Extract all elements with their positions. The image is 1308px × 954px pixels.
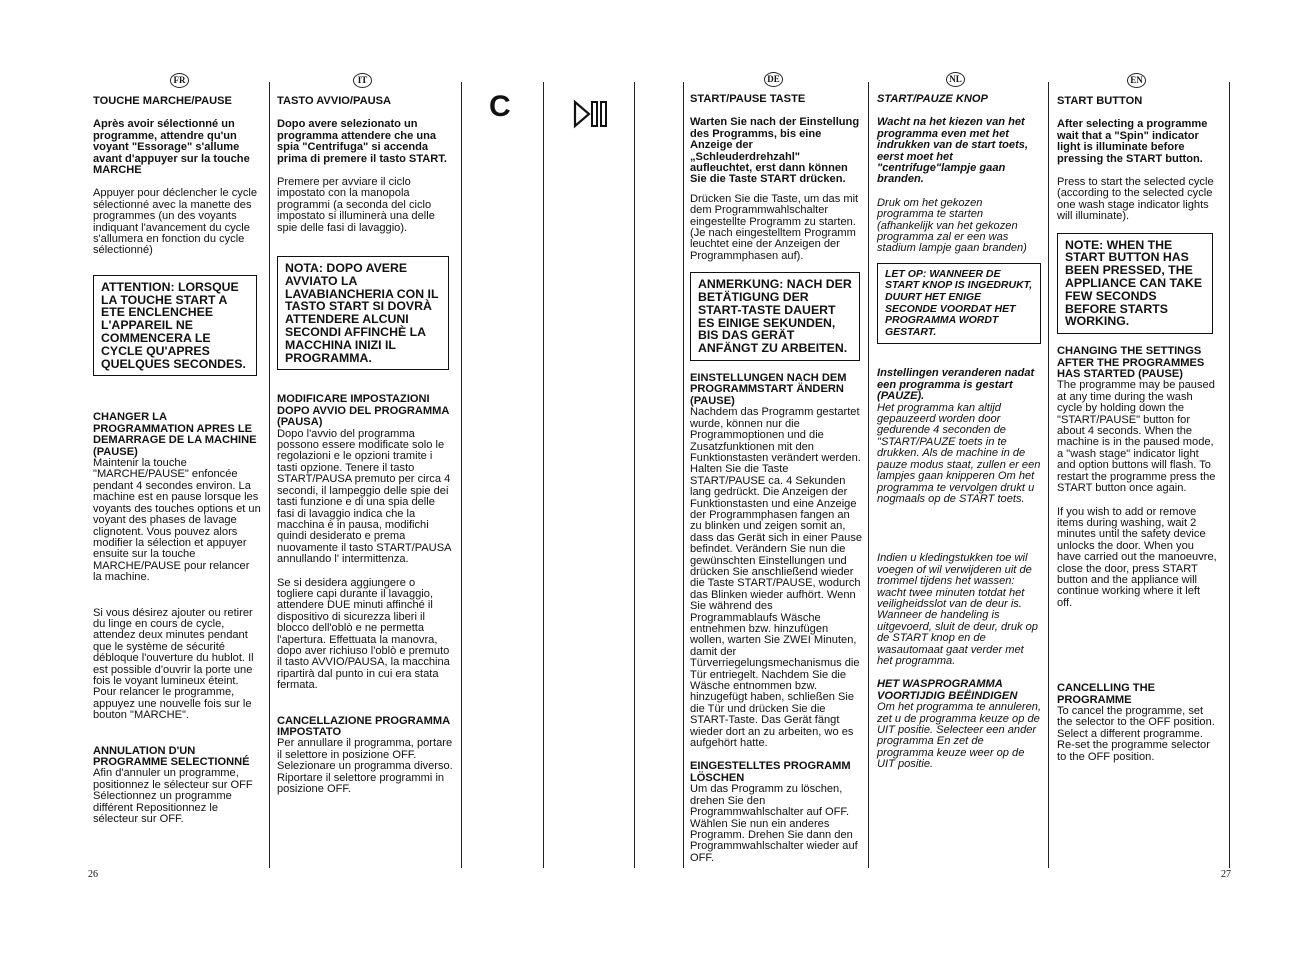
de-body: Drücken Sie die Taste, um das mit dem Programmwahlschalter eingestellte Programm zu starten. (Je nach eingestelltem Programm leuchtet eine der Anzeigen der Programmphasen auf). bbox=[690, 192, 859, 262]
it-intro: Dopo avere selezionato un programma attendere che una spia "Centrifuga" si accenda prima di premere il tasto START. bbox=[277, 118, 447, 165]
it-cancel-title: CANCELLAZIONE PROGRAMMA IMPOSTATO bbox=[277, 714, 450, 738]
it-title: TASTO AVVIO/PAUSA bbox=[277, 95, 392, 107]
en-add-body: If you wish to add or remove items during washing, wait 2 minutes until the safety device unlocks the door. When you have carried out the manoeuvre, close the door, press START button and the appliance will continue working where it left off. bbox=[1057, 505, 1217, 609]
separator-en-right bbox=[1229, 82, 1230, 868]
separator-it-c bbox=[461, 82, 462, 868]
en-change-title: CHANGING THE SETTINGS AFTER THE PROGRAMMES HAS STARTED (PAUSE) bbox=[1057, 345, 1205, 381]
nl-cancel-title: HET WASPROGRAMMA VOORTIJDIG BEËINDIGEN bbox=[877, 678, 1018, 702]
de-change-body: Nachdem das Programm gestartet wurde, können nur die Programmoptionen und die Zusatzfunktionen mit den Funktionstasten verändert werden. Halten Sie die Taste START/PAUSE ca. 4 Sekunden lang gedrückt. Die Anzeigen der Funktionstasten und eine Anzeige der Programmphasen fangen an zu blinken und zeigen somit an, dass das Gerät sich in einer Pause befindet. Verändern Sie nun die gewünschten Einstellungen und drücken Sie anschließend wieder die Taste START/PAUSE, wodurch das Blinken wieder aufhört. Wenn Sie während des Programmablaufs Wäsche entnehmen bzw. hinzufügen wollen, warten Sie ZWEI Minuten, damit der Türverriegelungsmechanismus die Tür entriegelt. Nachdem Sie die Wäsche entnommen bzw. hinzugefügt haben, schließen Sie die Tür und drücken Sie die START-Taste. Das Gerät fängt wieder dort an zu arbeiten, wo es aufgehört hatte. bbox=[690, 406, 863, 750]
en-body: Press to start the selected cycle (according to the selected cycle one wash stage indicator lights will illuminate). bbox=[1057, 176, 1214, 223]
it-body: Premere per avviare il ciclo impostato con la manopola programmi (a seconda del ciclo impostato si illuminerà una delle spie delle fasi di lavaggio). bbox=[277, 176, 435, 234]
flag-it-icon: IT bbox=[353, 73, 372, 88]
fr-title: TOUCHE MARCHE/PAUSE bbox=[93, 95, 232, 107]
fr-cancel-body: Afin d'annuler un programme, positionnez le sélecteur sur OFF Sélectionnez un programme différent Repositionnez le sélecteur sur OFF. bbox=[93, 767, 253, 826]
nl-intro: Wacht na het kiezen van het programma even met het indrukken van de start toets, eerst moet het "centrifuge"lampje gaan branden. bbox=[877, 116, 1029, 186]
en-cancel-title: CANCELLING THE PROGRAMME bbox=[1057, 682, 1155, 706]
en-box-text: NOTE: WHEN THE START BUTTON HAS BEEN PRESSED, THE APPLIANCE CAN TAKE FEW SECONDS BEFORE STARTS WORKING. bbox=[1065, 237, 1203, 329]
de-box-text: ANMERKUNG: NACH DER BETÄTIGUNG DER START-TASTE DAUERT ES EINIGE SEKUNDEN, BIS DAS GERÄT ANFÄNGT ZU ARBEITEN. bbox=[698, 277, 852, 356]
column-en bbox=[1057, 96, 1217, 763]
fr-intro: Après avoir sélectionné un programme, attendre qu'un voyant "Essorage" s'allume avant d'appuyer sur la touche MARCHE bbox=[93, 118, 250, 177]
nl-title: START/PAUZE KNOP bbox=[877, 93, 988, 105]
fr-attention-box bbox=[93, 275, 257, 377]
nl-add-body: Indien u kledingstukken toe wil voegen of wil verwijderen uit de trommel tijdens het wassen: wacht twee minuten totdat het veiligheidsslot van de deur is. Wanneer de handeling is uitgevoerd, sluit de deur, druk op de START knop en de wasautomaat gaat verder met het programma. bbox=[877, 552, 1038, 667]
column-it bbox=[277, 96, 453, 795]
flag-de-icon: DE bbox=[764, 72, 783, 87]
en-change-body: The programme may be paused at any time during the wash cycle by holding down the "START/PAUSE" button for about 4 seconds. When the machine is in the paused mode, a "wash stage" indicator light and option buttons will flash. To restart the programme press the START button once again. bbox=[1057, 379, 1216, 495]
separator-fr-it bbox=[269, 82, 270, 868]
flag-en-icon: EN bbox=[1127, 73, 1146, 88]
de-change-title: EINSTELLUNGEN NACH DEM PROGRAMMSTART ÄNDERN (PAUSE) bbox=[690, 372, 847, 407]
it-box-text: NOTA: DOPO AVERE AVVIATO LA LAVABIANCHERIA CON IL TASTO START SI DOVRÀ ATTENDERE ALCUNI SECONDI AFFINCHÈ LA MACCHINA INIZI IL PROGRAMMA. bbox=[285, 261, 439, 365]
separator-nl-nl bbox=[868, 82, 869, 868]
de-intro: Warten Sie nach der Einstellung des Programms, bis eine Anzeige der „Schleuderdrehzahl" aufleuchtet, erst dann können Sie die Taste START drücken. bbox=[690, 116, 860, 186]
nl-box-text: LET OP: WANNEER DE START KNOP IS INGEDRUKT, DUURT HET ENIGE SECONDE VOORDAT HET PROGRAMMA WORDT GESTART. bbox=[885, 267, 1033, 338]
play-pause-icon bbox=[573, 99, 609, 129]
fr-change-body: Maintenir la touche "MARCHE/PAUSE" enfoncée pendant 4 secondes environ. La machine est en pause lorsque les voyants des touches options et un voyant des phases de lavage clignotent. Vous pouvez alors modifier la sélection et appuyer ensuite sur la touche MARCHE/PAUSE pour relancer la machine. bbox=[93, 457, 261, 584]
en-note-box bbox=[1057, 233, 1213, 335]
de-title: START/PAUSE TASTE bbox=[690, 93, 806, 105]
fr-cancel-title: ANNULATION D'UN PROGRAMME SELECTIONNÉ bbox=[93, 744, 250, 769]
de-cancel-title: EINGESTELLTES PROGRAMM LÖSCHEN bbox=[690, 760, 851, 784]
page-number-left: 26 bbox=[88, 869, 98, 880]
page-number-right: 27 bbox=[1221, 869, 1231, 880]
it-add-body: Se si desidera aggiungere o togliere capi durante il lavaggio, attendere DUE minuti affinché il dispositivo di sicurezza liberi il blocco dell'oblò e ne permetta l'apertura. Effettuata la manovra, dopo aver richiuso l'oblò e premuto il tasto AVVIO/PAUSA, la macchina ripartirà dal punto in cui era stata fermata. bbox=[277, 576, 450, 692]
nl-change-title: Instellingen veranderen nadat een programma is gestart (PAUZE). bbox=[877, 367, 1035, 403]
nl-cancel-body: Om het programma te annuleren, zet u de programma keuze op de UIT positie. Selecteer een ander programma En zet de programma keuze weer op de UIT positie. bbox=[877, 701, 1042, 771]
flag-nl-icon: NL bbox=[946, 72, 965, 87]
column-nl bbox=[877, 94, 1042, 771]
it-nota-box bbox=[277, 256, 449, 370]
it-cancel-body: Per annullare il programma, portare il selettore in posizione OFF. Selezionare un programma diverso. Riportare il selettore programmi in posizione OFF. bbox=[277, 737, 453, 796]
separator-c-play bbox=[543, 82, 544, 868]
flag-fr-icon: FR bbox=[170, 73, 189, 88]
fr-box-text: ATTENTION: LORSQUE LA TOUCHE START A ETE ENCLENCHEE L'APPAREIL NE COMMENCERA LE CYCLE QU'APRES QUELQUES SECONDES. bbox=[101, 279, 246, 371]
nl-let-op-box bbox=[877, 263, 1041, 345]
separator-nl-en bbox=[1048, 82, 1049, 868]
de-anmerkung-box bbox=[690, 272, 860, 361]
it-change-title: MODIFICARE IMPOSTAZIONI DOPO AVVIO DEL PROGRAMMA (PAUSA) bbox=[277, 393, 449, 429]
en-intro: After selecting a programme wait that a "Spin" indicator light is illuminate before pressing the START button. bbox=[1057, 118, 1208, 165]
en-cancel-body: To cancel the programme, set the selector to the OFF position. Select a different programme. Re-set the programme selector to the OFF position. bbox=[1057, 704, 1215, 763]
separator-de-nl bbox=[683, 82, 684, 868]
fr-add-body: Si vous désirez ajouter ou retirer du linge en cours de cycle, attendez deux minutes pendant que le système de sécurité débloque l'ouverture du hublot. Il est possible d'ouvrir la porte une fois le voyant lumineux éteint. Pour relancer le programme, appuyez une nouvelle fois sur le bouton "MARCHE". bbox=[93, 606, 254, 722]
it-change-body: Dopo l'avvio del programma possono essere modificate solo le regolazioni e le opzioni tramite i tasti opzione. Tenere il tasto START/PAUSA premuto per circa 4 secondi, il lampeggio delle spie dei tasti funzione e di una spia delle fasi di lavaggio indica che la macchina è in pausa, modifichi quindi desiderato e prema nuovamente il tasto START/PAUSA annullando l' intermittenza. bbox=[277, 427, 451, 566]
nl-change-body: Het programma kan altijd gepauzeerd worden door gedurende 4 seconden de "START/PAUZE toets in te drukken. Als de machine in de pauze modus staat, zullen er een lampjes gaan knipperen Om het programma te vervolgen drukt u nogmaals op de START toets. bbox=[877, 401, 1041, 505]
symbol-c-icon: C bbox=[489, 90, 511, 123]
fr-body: Appuyer pour déclencher le cycle sélectionné avec la manette des programmes (un des voyants indiquant l'avancement du cycle s'allumera en fonction du cycle sélectionné) bbox=[93, 187, 258, 257]
de-cancel-body: Um das Programm zu löschen, drehen Sie den Programmwahlschalter auf OFF. Wählen Sie nun ein anderes Programm. Drehen Sie dann den Programmwahlschalter wieder auf OFF. bbox=[690, 783, 858, 864]
fr-change-title: CHANGER LA PROGRAMMATION APRES LE DEMARRAGE DE LA MACHINE (PAUSE) bbox=[93, 411, 257, 458]
en-title: START BUTTON bbox=[1057, 95, 1143, 107]
column-de bbox=[690, 94, 863, 864]
nl-body: Druk om het gekozen programma te starten (afhankelijk van het gekozen programma zal er een was stadium lampje gaan branden) bbox=[877, 196, 1027, 255]
separator-play-de bbox=[634, 82, 635, 868]
column-fr bbox=[93, 96, 261, 825]
